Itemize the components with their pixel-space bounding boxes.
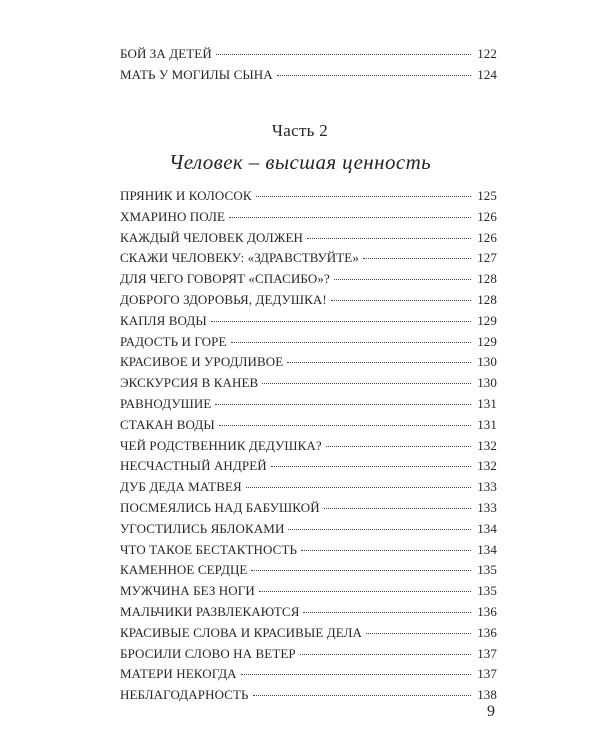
toc-leader-dots <box>211 321 471 322</box>
toc-entry <box>120 562 497 583</box>
toc-leader-dots <box>334 279 471 280</box>
toc-entry <box>120 458 497 479</box>
toc-entry <box>120 334 497 355</box>
toc-entry-page: 128 <box>477 291 497 307</box>
toc-leader-dots <box>300 654 471 655</box>
toc-entry <box>120 646 497 667</box>
toc-leader-dots <box>363 258 471 259</box>
toc-entry-page: 126 <box>477 229 497 245</box>
toc-entry-title: РАВНОДУШИЕ <box>120 395 212 411</box>
toc-entry-page: 127 <box>477 250 497 266</box>
toc-leader-dots <box>271 466 471 467</box>
toc-entry-page: 133 <box>477 499 497 515</box>
toc-entry <box>120 46 497 67</box>
toc-entry-page: 136 <box>477 624 497 640</box>
toc-leader-dots <box>253 695 471 696</box>
toc-entry-title: ЧТО ТАКОЕ БЕСТАКТНОСТЬ <box>120 541 298 557</box>
toc-entry <box>120 67 497 88</box>
part-title: Человек – высшая ценность <box>168 150 432 174</box>
toc-entry-page: 124 <box>477 66 497 82</box>
toc-entry-title: МАТЕРИ НЕКОГДА <box>120 666 237 682</box>
toc-leader-dots <box>303 612 471 613</box>
toc-entry-title: ДУБ ДЕДА МАТВЕЯ <box>120 479 242 495</box>
toc-entry-page: 132 <box>477 437 497 453</box>
toc-entry-page: 132 <box>477 458 497 474</box>
toc-entry-title: ПОСМЕЯЛИСЬ НАД БАБУШКОЙ <box>120 499 320 515</box>
toc-entry-page: 129 <box>477 312 497 328</box>
toc-leader-dots <box>324 508 471 509</box>
toc-leader-dots <box>231 342 472 343</box>
toc-entry-title: МУЖЧИНА БЕЗ НОГИ <box>120 583 255 599</box>
toc-leader-dots <box>219 425 471 426</box>
toc-leader-dots <box>229 217 471 218</box>
toc-leader-dots <box>307 238 471 239</box>
toc-leader-dots <box>277 75 471 76</box>
toc-entry-title: КАЖДЫЙ ЧЕЛОВЕК ДОЛЖЕН <box>120 229 304 245</box>
toc-entry <box>120 292 497 313</box>
toc-entry-page: 130 <box>477 375 497 391</box>
toc-entry-page: 134 <box>477 520 497 536</box>
toc-entry <box>120 230 497 251</box>
toc-entry-title: РАДОСТЬ И ГОРЕ <box>120 333 227 349</box>
toc-entry <box>120 271 497 292</box>
toc-leader-dots <box>301 550 471 551</box>
toc-list-top <box>120 46 497 88</box>
toc-entry-title: ПРЯНИК И КОЛОСОК <box>120 188 252 203</box>
toc-entry <box>120 250 497 271</box>
toc-entry <box>120 209 497 230</box>
toc-entry <box>120 666 497 687</box>
toc-entry-title: МАТЬ У МОГИЛЫ СЫНА <box>120 66 273 82</box>
toc-entry-title: СТАКАН ВОДЫ <box>120 416 215 432</box>
toc-entry-page: 131 <box>477 416 497 432</box>
toc-entry <box>120 313 497 334</box>
toc-list-main <box>120 188 497 708</box>
toc-entry-title: ЧЕЙ РОДСТВЕННИК ДЕДУШКА? <box>120 437 322 453</box>
toc-entry-page: 126 <box>477 208 497 224</box>
toc-entry-page: 122 <box>477 46 497 61</box>
toc-entry-page: 133 <box>477 479 497 495</box>
toc-leader-dots <box>241 674 471 675</box>
toc-entry-page: 130 <box>477 354 497 370</box>
toc-entry <box>120 500 497 521</box>
toc-entry <box>120 542 497 563</box>
toc-entry-page: 129 <box>477 333 497 349</box>
page-number: 9 <box>487 703 495 720</box>
toc-entry-title: НЕСЧАСТНЫЙ АНДРЕЙ <box>120 458 267 474</box>
toc-entry <box>120 625 497 646</box>
toc-leader-dots <box>326 446 471 447</box>
toc-entry <box>120 604 497 625</box>
toc-entry-title: БОЙ ЗА ДЕТЕЙ <box>120 46 212 61</box>
toc-leader-dots <box>287 362 471 363</box>
toc-entry <box>120 188 497 209</box>
toc-entry-page: 137 <box>477 645 497 661</box>
toc-entry-page: 125 <box>477 188 497 203</box>
toc-leader-dots <box>256 196 471 197</box>
toc-entry <box>120 417 497 438</box>
toc-entry-title: КРАСИВЫЕ СЛОВА И КРАСИВЫЕ ДЕЛА <box>120 624 362 640</box>
toc-entry-title: НЕБЛАГОДАРНОСТЬ <box>120 687 249 703</box>
toc-entry-title: ЭКСКУРСИЯ В КАНЕВ <box>120 375 259 391</box>
toc-entry-title: КРАСИВОЕ И УРОДЛИВОЕ <box>120 354 284 370</box>
toc-entry-title: БРОСИЛИ СЛОВО НА ВЕТЕР <box>120 645 296 661</box>
toc-leader-dots <box>262 383 471 384</box>
toc-entry-page: 134 <box>477 541 497 557</box>
toc-entry-title: ХМАРИНО ПОЛЕ <box>120 208 226 224</box>
toc-entry-page: 135 <box>477 583 497 599</box>
toc-leader-dots <box>215 404 471 405</box>
toc-entry-title: КАПЛЯ ВОДЫ <box>120 312 207 328</box>
toc-entry <box>120 396 497 417</box>
toc-entry <box>120 583 497 604</box>
toc-entry-title: КАМЕННОЕ СЕРДЦЕ <box>120 562 248 578</box>
toc-leader-dots <box>288 529 471 530</box>
toc-entry-title: ДЛЯ ЧЕГО ГОВОРЯТ «СПАСИБО»? <box>120 271 330 287</box>
toc-entry-title: ДОБРОГО ЗДОРОВЬЯ, ДЕДУШКА! <box>120 291 327 307</box>
toc-entry-page: 131 <box>477 395 497 411</box>
toc-entry <box>120 521 497 542</box>
toc-entry-title: СКАЖИ ЧЕЛОВЕКУ: «ЗДРАВСТВУЙТЕ» <box>120 250 359 266</box>
toc-entry <box>120 354 497 375</box>
toc-entry <box>120 687 497 708</box>
toc-leader-dots <box>331 300 471 301</box>
toc-entry-page: 136 <box>477 603 497 619</box>
part-label: Часть 2 <box>271 121 329 140</box>
toc-entry-page: 138 <box>477 687 497 703</box>
toc-entry-page: 135 <box>477 562 497 578</box>
toc-entry-title: УГОСТИЛИСЬ ЯБЛОКАМИ <box>120 520 285 536</box>
toc-leader-dots <box>216 54 471 55</box>
toc-entry <box>120 479 497 500</box>
toc-entry-title: МАЛЬЧИКИ РАЗВЛЕКАЮТСЯ <box>120 603 300 619</box>
toc-entry <box>120 438 497 459</box>
toc-leader-dots <box>246 487 471 488</box>
toc-leader-dots <box>366 633 471 634</box>
toc-entry-page: 128 <box>477 271 497 287</box>
toc-entry <box>120 375 497 396</box>
toc-leader-dots <box>259 591 471 592</box>
toc-entry-page: 137 <box>477 666 497 682</box>
toc-leader-dots <box>251 570 471 571</box>
